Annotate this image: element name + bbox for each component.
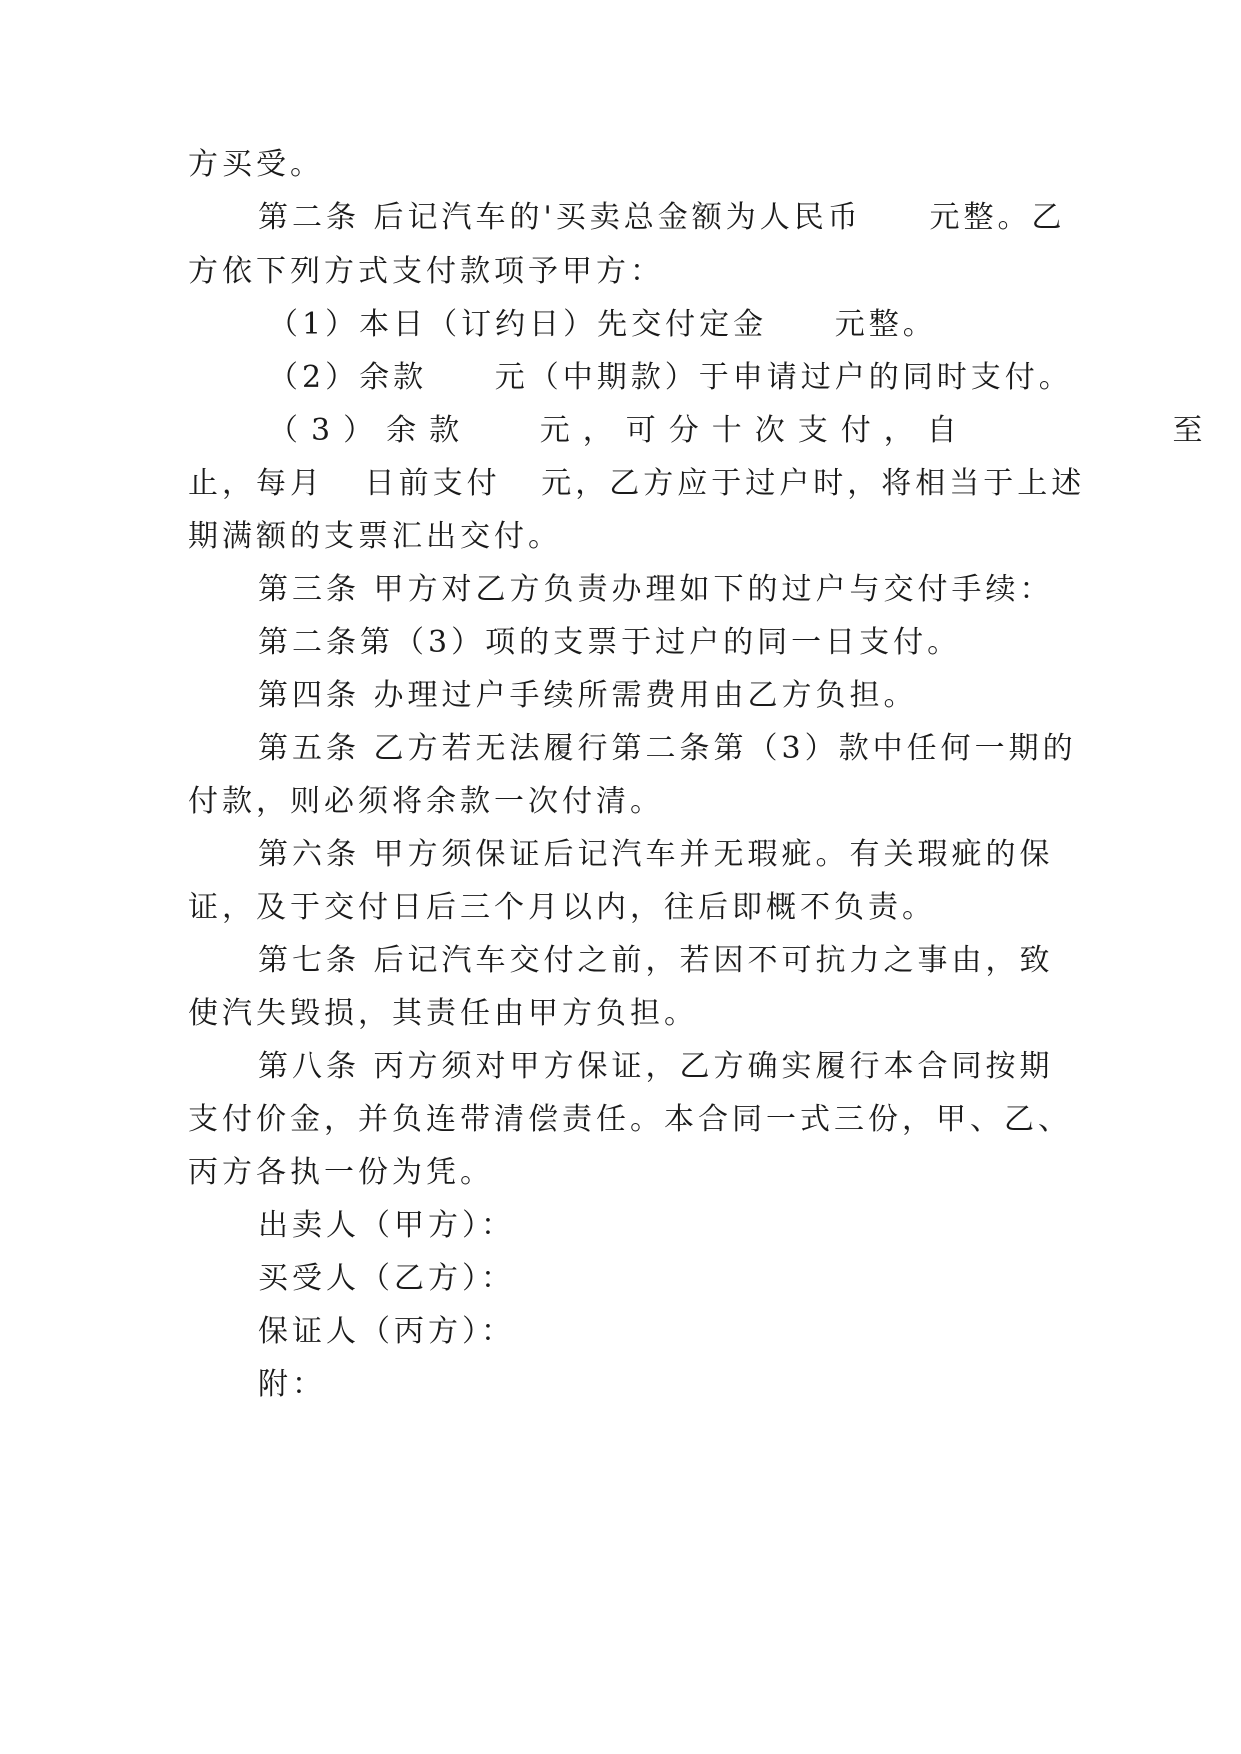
- guarantor-signature-label: 保证人（丙方）：: [258, 1314, 515, 1349]
- article-2-line-2: 方依下列方式支付款项予甲方：: [188, 254, 664, 289]
- article-4: 第四条 办理过户手续所需费用由乙方负担。: [258, 678, 918, 713]
- article-3: 第三条 甲方对乙方负责办理如下的过户与交付手续：: [258, 572, 1054, 607]
- article-2-line-1: 第二条 后记汽车的'买卖总金额为人民币 元整。乙: [258, 200, 1066, 235]
- article-8-line-1: 第八条 丙方须对甲方保证，乙方确实履行本合同按期: [258, 1049, 1054, 1084]
- article-8-line-3: 丙方各执一份为凭。: [188, 1155, 494, 1190]
- paragraph-line: 方买受。: [188, 147, 324, 182]
- payment-item-2: （2）余款 元（中期款）于申请过户的同时支付。: [268, 360, 1073, 395]
- article-6-line-2: 证，及于交付日后三个月以内，往后即概不负责。: [188, 890, 936, 925]
- article-8-line-2: 支付价金，并负连带清偿责任。本合同一式三份，甲、乙、: [188, 1102, 1072, 1137]
- payment-item-3-line-3: 期满额的支票汇出交付。: [188, 519, 562, 554]
- article-6-line-1: 第六条 甲方须保证后记汽车并无瑕疵。有关瑕疵的保: [258, 837, 1054, 872]
- payment-item-1: （1）本日（订约日）先交付定金 元整。: [268, 307, 937, 342]
- payment-item-3-line-1: （3）余款 元，可分十次支付，自 至: [268, 413, 1216, 448]
- article-5-line-1: 第五条 乙方若无法履行第二条第（3）款中任何一期的: [258, 731, 1077, 766]
- article-7-line-2: 使汽失毁损，其责任由甲方负担。: [188, 996, 698, 1031]
- attachment-label: 附：: [258, 1367, 326, 1402]
- article-5-line-2: 付款，则必须将余款一次付清。: [188, 784, 664, 819]
- seller-signature-label: 出卖人（甲方）：: [258, 1208, 515, 1243]
- buyer-signature-label: 买受人（乙方）：: [258, 1261, 515, 1296]
- payment-item-3-line-2: 止，每月 日前支付 元，乙方应于过户时，将相当于上述: [188, 466, 1086, 501]
- article-3-detail: 第二条第（3）项的支票于过户的同一日支付。: [258, 625, 962, 660]
- article-7-line-1: 第七条 后记汽车交付之前，若因不可抗力之事由，致: [258, 943, 1054, 978]
